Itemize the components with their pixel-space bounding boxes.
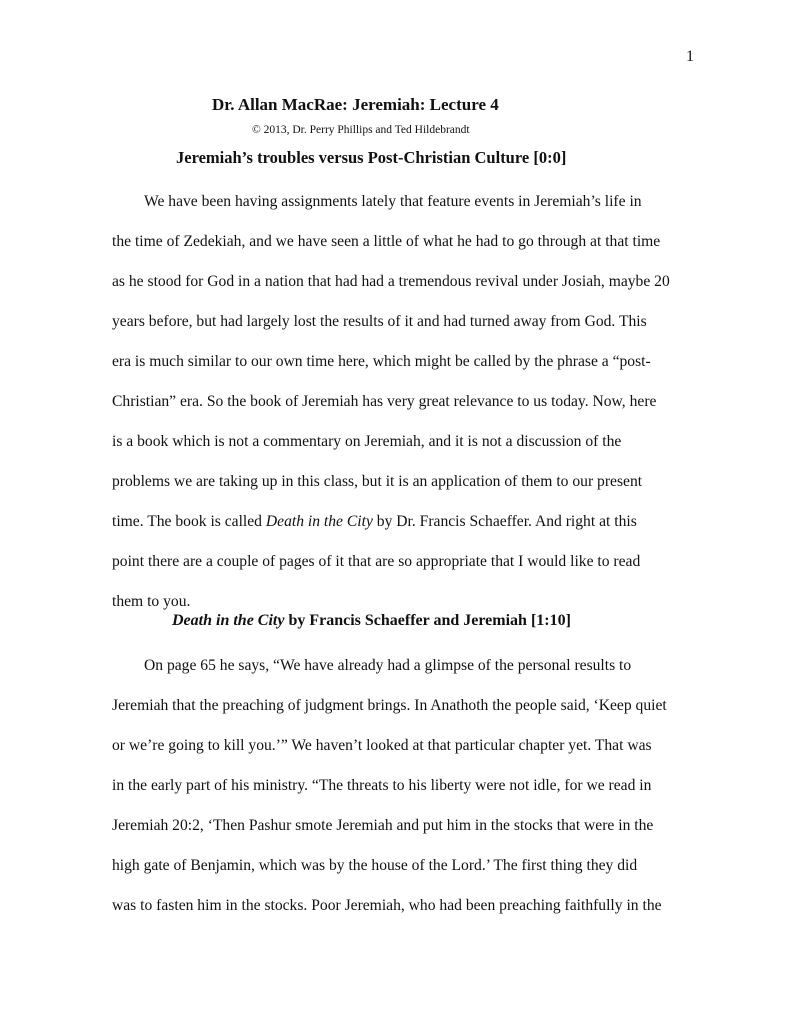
body-text-line: in the early part of his ministry. “The threats to his liberty were not idle, for we read in <box>112 777 652 794</box>
body-text-line: Jeremiah that the preaching of judgment brings. In Anathoth the people said, ‘Keep quiet <box>112 697 667 714</box>
body-text-line: the time of Zedekiah, and we have seen a little of what he had to go through at that time <box>112 233 661 250</box>
body-text-line: point there are a couple of pages of it that are so appropriate that I would like to read <box>112 553 641 570</box>
book-title-italic: Death in the City <box>265 513 373 530</box>
section-heading-death-in-the-city <box>172 612 571 630</box>
body-text-line: Jeremiah 20:2, ‘Then Pashur smote Jeremiah and put him in the stocks that were in the <box>112 817 654 834</box>
body-text-line: years before, but had largely lost the results of it and had turned away from God. This <box>112 313 647 330</box>
body-text-line: as he stood for God in a nation that had had a tremendous revival under Josiah, maybe 20 <box>112 273 670 290</box>
heading-text-segment: by Francis Schaeffer and Jeremiah [1:10] <box>284 612 571 629</box>
body-text-line: them to you. <box>112 593 191 610</box>
body-text-line: problems we are taking up in this class, but it is an application of them to our present <box>112 473 643 490</box>
body-text-segment: by Dr. Francis Schaeffer. And right at this <box>372 513 637 530</box>
page-number: 1 <box>686 48 694 65</box>
body-text-segment: time. The book is called <box>112 513 266 530</box>
body-text-line: high gate of Benjamin, which was by the house of the Lord.’ The first thing they did <box>112 857 638 874</box>
heading-book-title-italic: Death in the City <box>172 612 285 629</box>
body-text-line: was to fasten him in the stocks. Poor Jeremiah, who had been preaching faithfully in the <box>112 897 662 914</box>
body-text-line: Christian” era. So the book of Jeremiah has very great relevance to us today. Now, here <box>112 393 657 410</box>
body-text-line: era is much similar to our own time here, which might be called by the phrase a “post- <box>112 353 651 370</box>
lecture-title: Dr. Allan MacRae: Jeremiah: Lecture 4 <box>212 95 499 114</box>
body-text-line: On page 65 he says, “We have already had a glimpse of the personal results to <box>144 657 632 674</box>
section-heading-culture: Jeremiah’s troubles versus Post-Christian Culture [0:0] <box>176 148 567 167</box>
body-text-line: We have been having assignments lately that feature events in Jeremiah’s life in <box>144 193 642 210</box>
body-text-line: or we’re going to kill you.’” We haven’t looked at that particular chapter yet. That was <box>112 737 652 754</box>
body-text-line: is a book which is not a commentary on Jeremiah, and it is not a discussion of the <box>112 433 622 450</box>
copyright-line: © 2013, Dr. Perry Phillips and Ted Hildebrandt <box>252 124 470 136</box>
body-text-line <box>112 514 637 530</box>
